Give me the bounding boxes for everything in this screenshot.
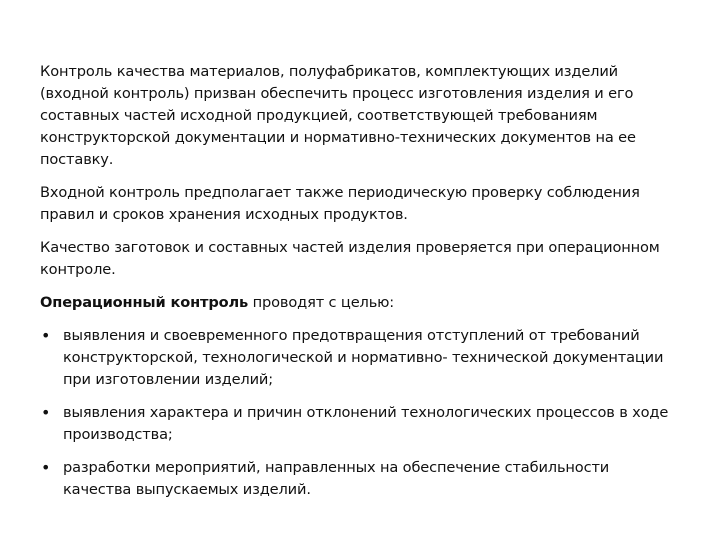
operational-control-rest: проводят с целью: [248, 294, 395, 311]
list-item-text: разработки мероприятий, направленных на обеспечение стабильности качества выпускаемых изделий. [63, 459, 610, 498]
list-item [40, 457, 680, 501]
operational-control-term: Операционный контроль [40, 294, 249, 311]
list-item [40, 325, 680, 391]
list-item-text: выявления характера и причин отклонений технологических процессов в ходе производства; [63, 404, 669, 443]
paragraph-periodic-check: Входной контроль предполагает также периодическую проверку соблюдения правил и сроков хранения исходных продуктов. [40, 184, 640, 223]
bullet-icon: • [41, 326, 51, 345]
paragraph-operational-quality: Качество заготовок и составных частей изделия проверяется при операционном контроле. [40, 239, 660, 278]
paragraph-incoming-control: Контроль качества материалов, полуфабрикатов, комплектующих изделий (входной контроль) призван обеспечить процесс изготовления изделия и его составных частей исходной продукцией, соответствующей требованиям конструкторской документации и нормативно-технических документов на ее поставку. [40, 63, 636, 168]
bullet-icon: • [41, 403, 51, 422]
purpose-list [40, 325, 680, 501]
list-item-text: выявления и своевременного предотвращения отступлений от требований конструкторской, технологической и нормативно- технической документации при изготовлении изделий; [63, 327, 664, 388]
bullet-icon: • [41, 458, 51, 477]
list-item [40, 402, 680, 446]
paragraph-operational-purpose [40, 292, 680, 314]
slide-content [40, 61, 680, 512]
